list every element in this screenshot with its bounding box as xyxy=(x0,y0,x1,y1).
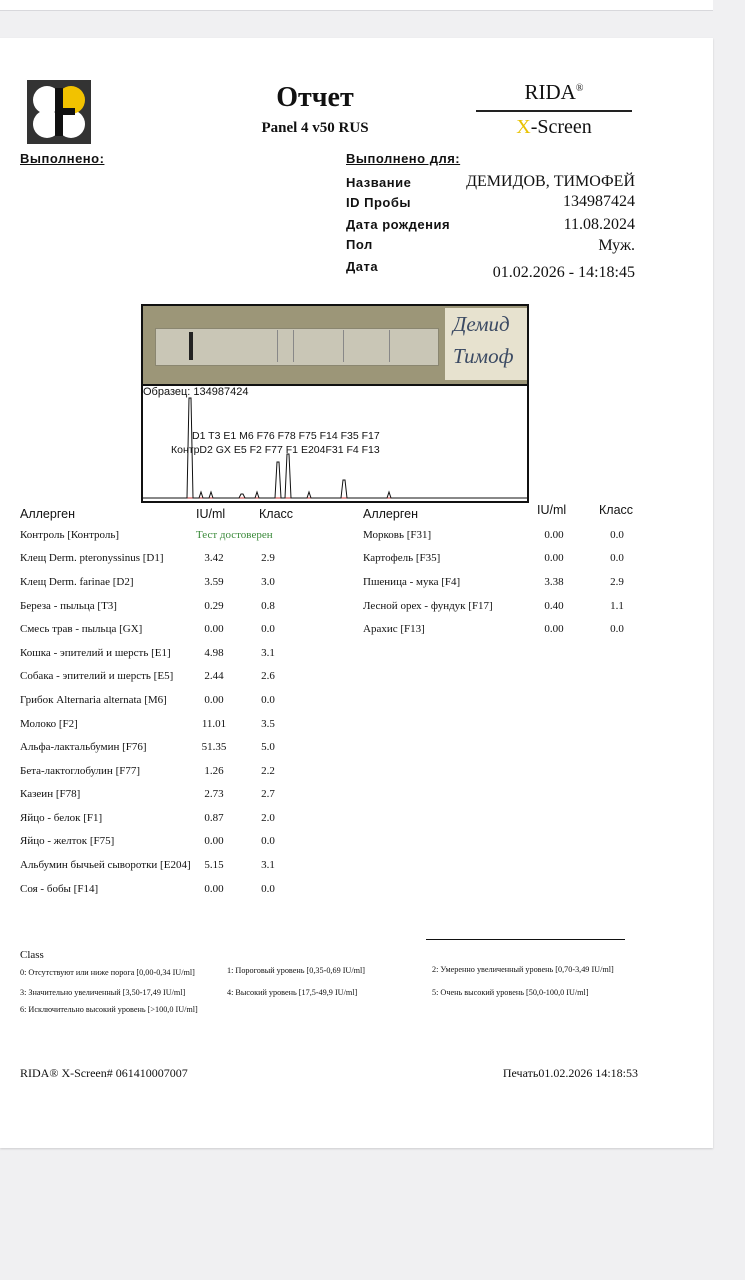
strip-band-line xyxy=(277,330,278,362)
iu-value: 0.00 xyxy=(204,883,224,895)
legend-class-0: 0: Отсутствуют или ниже порога [0,00-0,34 IU/ml] xyxy=(20,968,195,977)
legend-class-1: 1: Пороговый уровень [0,35-0,69 IU/ml] xyxy=(227,966,365,975)
iu-value: 0.00 xyxy=(204,694,224,706)
strip-band-line xyxy=(293,330,294,362)
patient-name: ДЕМИДОВ, ТИМОФЕЙ xyxy=(466,173,635,190)
sample-id: 134987424 xyxy=(563,193,635,210)
class-value: 3.1 xyxy=(261,859,275,871)
iu-value: 3.42 xyxy=(204,552,224,564)
legend-class-4: 4: Высокий уровень [17,5-49,9 IU/ml] xyxy=(227,988,358,997)
allergen-name: Кошка - эпителий и шерсть [E1] xyxy=(20,647,171,659)
class-value: 2.6 xyxy=(261,670,275,682)
legend-class-5: 5: Очень высокий уровень [50,0-100,0 IU/ml] xyxy=(432,988,589,997)
date-label: Дата xyxy=(346,259,379,274)
class-value: 1.1 xyxy=(610,600,624,612)
allergen-name: Бета-лактоглобулин [F77] xyxy=(20,765,141,777)
allergen-name: Береза - пыльца [T3] xyxy=(20,600,117,612)
legend-class-2: 2: Умеренно увеличенный уровень [0,70-3,49 IU/ml] xyxy=(432,965,614,974)
previous-page-edge xyxy=(0,0,713,11)
allergen-name: Лесной орех - фундук [F17] xyxy=(363,600,493,612)
iu-value: 1.26 xyxy=(204,765,224,777)
date-value: 01.02.2026 - 14:18:45 xyxy=(492,264,635,281)
iu-value: 4.98 xyxy=(204,647,224,659)
brand-product: X-Screen xyxy=(516,116,592,138)
strip-band-line xyxy=(343,330,344,362)
brand-name: RIDA® xyxy=(524,80,584,104)
col-class-left: Класс xyxy=(259,507,294,521)
class-value: 5.0 xyxy=(261,741,275,753)
lane-labels-bottom: КонтрD2 GX E5 F2 F77 F1 E204F31 F4 F13 xyxy=(171,444,380,456)
lane-labels-top: D1 T3 E1 M6 F76 F78 F75 F14 F35 F17 xyxy=(192,430,380,442)
class-value: 0.0 xyxy=(261,623,275,635)
company-logo xyxy=(27,80,91,144)
class-value: 0.8 xyxy=(261,600,275,612)
performed-for-label: Выполнено для: xyxy=(346,151,461,166)
iu-value: 0.00 xyxy=(544,623,564,635)
allergen-name: Альфа-лактальбумин [F76] xyxy=(20,741,147,753)
strip-band-line xyxy=(389,330,390,362)
strip-control-mark xyxy=(189,332,193,360)
allergen-name: Пшеница - мука [F4] xyxy=(363,576,461,588)
col-class-right: Класс xyxy=(599,503,634,517)
class-value: 2.0 xyxy=(261,812,275,824)
allergen-name: Грибок Alternaria alternata [M6] xyxy=(20,694,167,706)
iu-value: 3.38 xyxy=(544,576,564,588)
class-value: 3.1 xyxy=(261,647,275,659)
iu-value: 0.87 xyxy=(204,812,224,824)
iu-value: 3.59 xyxy=(204,576,224,588)
class-value: 0.0 xyxy=(610,552,624,564)
scan-graph xyxy=(143,384,527,501)
class-value: 3.5 xyxy=(261,718,275,730)
performed-by-label: Выполнено: xyxy=(20,151,105,166)
allergen-name: Казеин [F78] xyxy=(20,788,81,800)
panel-name: Panel 4 v50 RUS xyxy=(261,120,369,136)
allergen-name: Яйцо - желток [F75] xyxy=(20,835,115,847)
iu-value: 0.00 xyxy=(544,529,564,541)
dob-label: Дата рождения xyxy=(346,217,451,232)
brand-underline xyxy=(476,110,632,112)
allergen-name: Клещ Derm. pteronyssinus [D1] xyxy=(20,552,164,564)
legend-class-6: 6: Исключительно высокий уровень [>100,0 IU/ml] xyxy=(20,1005,198,1014)
col-iu-left: IU/ml xyxy=(196,507,226,521)
class-value: 0.0 xyxy=(610,529,624,541)
iu-value: 5.15 xyxy=(204,859,224,871)
allergen-name: Арахис [F13] xyxy=(363,623,425,635)
allergen-name: Яйцо - белок [F1] xyxy=(20,812,103,824)
allergen-name: Молоко [F2] xyxy=(20,718,78,730)
class-value: 2.9 xyxy=(261,552,275,564)
class-value: 3.0 xyxy=(261,576,275,588)
device-serial: RIDA® X-Screen# 061410007007 xyxy=(20,1066,188,1080)
strip-membrane xyxy=(155,328,439,366)
iu-value: 51.35 xyxy=(201,741,227,753)
sex-label: Пол xyxy=(346,237,373,252)
iu-value: 0.29 xyxy=(204,600,224,612)
control-status: Тест достоверен xyxy=(196,529,273,541)
allergen-name: Клещ Derm. farinae [D2] xyxy=(20,576,134,588)
iu-value: 2.44 xyxy=(204,670,224,682)
class-value: 0.0 xyxy=(261,883,275,895)
col-allergen-right: Аллерген xyxy=(363,507,418,521)
allergen-name: Соя - бобы [F14] xyxy=(20,883,99,895)
allergen-name: Смесь трав - пыльца [GX] xyxy=(20,623,143,635)
iu-value: 2.73 xyxy=(204,788,224,800)
print-timestamp: Печать01.02.2026 14:18:53 xyxy=(502,1066,638,1080)
class-value: 2.2 xyxy=(261,765,275,777)
sample-id-label: ID Пробы xyxy=(346,195,411,210)
dob-value: 11.08.2024 xyxy=(563,216,635,233)
allergen-name: Морковь [F31] xyxy=(363,529,432,541)
col-iu-right: IU/ml xyxy=(537,503,567,517)
strip-photo xyxy=(143,306,527,386)
signature-line xyxy=(426,939,625,940)
class-value: 0.0 xyxy=(610,623,624,635)
iu-value: 0.00 xyxy=(204,623,224,635)
allergen-name: Собака - эпителий и шерсть [E5] xyxy=(20,670,174,682)
report-page xyxy=(0,38,713,1148)
allergen-name: Картофель [F35] xyxy=(363,552,441,564)
report-title: Отчет xyxy=(276,82,354,113)
class-value: 0.0 xyxy=(261,694,275,706)
iu-value: 0.00 xyxy=(204,835,224,847)
col-allergen-left: Аллерген xyxy=(20,507,75,521)
sex-value: Муж. xyxy=(598,237,635,254)
legend-class-3: 3: Значительно увеличенный [3,50-17,49 IU/ml] xyxy=(20,988,186,997)
handwritten-label: Демид Тимоф xyxy=(445,308,527,380)
iu-value: 0.00 xyxy=(544,552,564,564)
class-value: 2.7 xyxy=(261,788,275,800)
class-value: 0.0 xyxy=(261,835,275,847)
allergen-name: Альбумин бычьей сыворотки [E204] xyxy=(20,859,191,871)
legend-title: Class xyxy=(20,949,44,961)
iu-value: 11.01 xyxy=(201,718,227,730)
allergen-name: Контроль [Контроль] xyxy=(20,529,120,541)
test-strip-panel xyxy=(141,304,529,503)
class-value: 2.9 xyxy=(610,576,624,588)
sample-label: Образец: 134987424 xyxy=(143,386,249,398)
patient-name-label: Название xyxy=(346,175,412,190)
iu-value: 0.40 xyxy=(544,600,564,612)
